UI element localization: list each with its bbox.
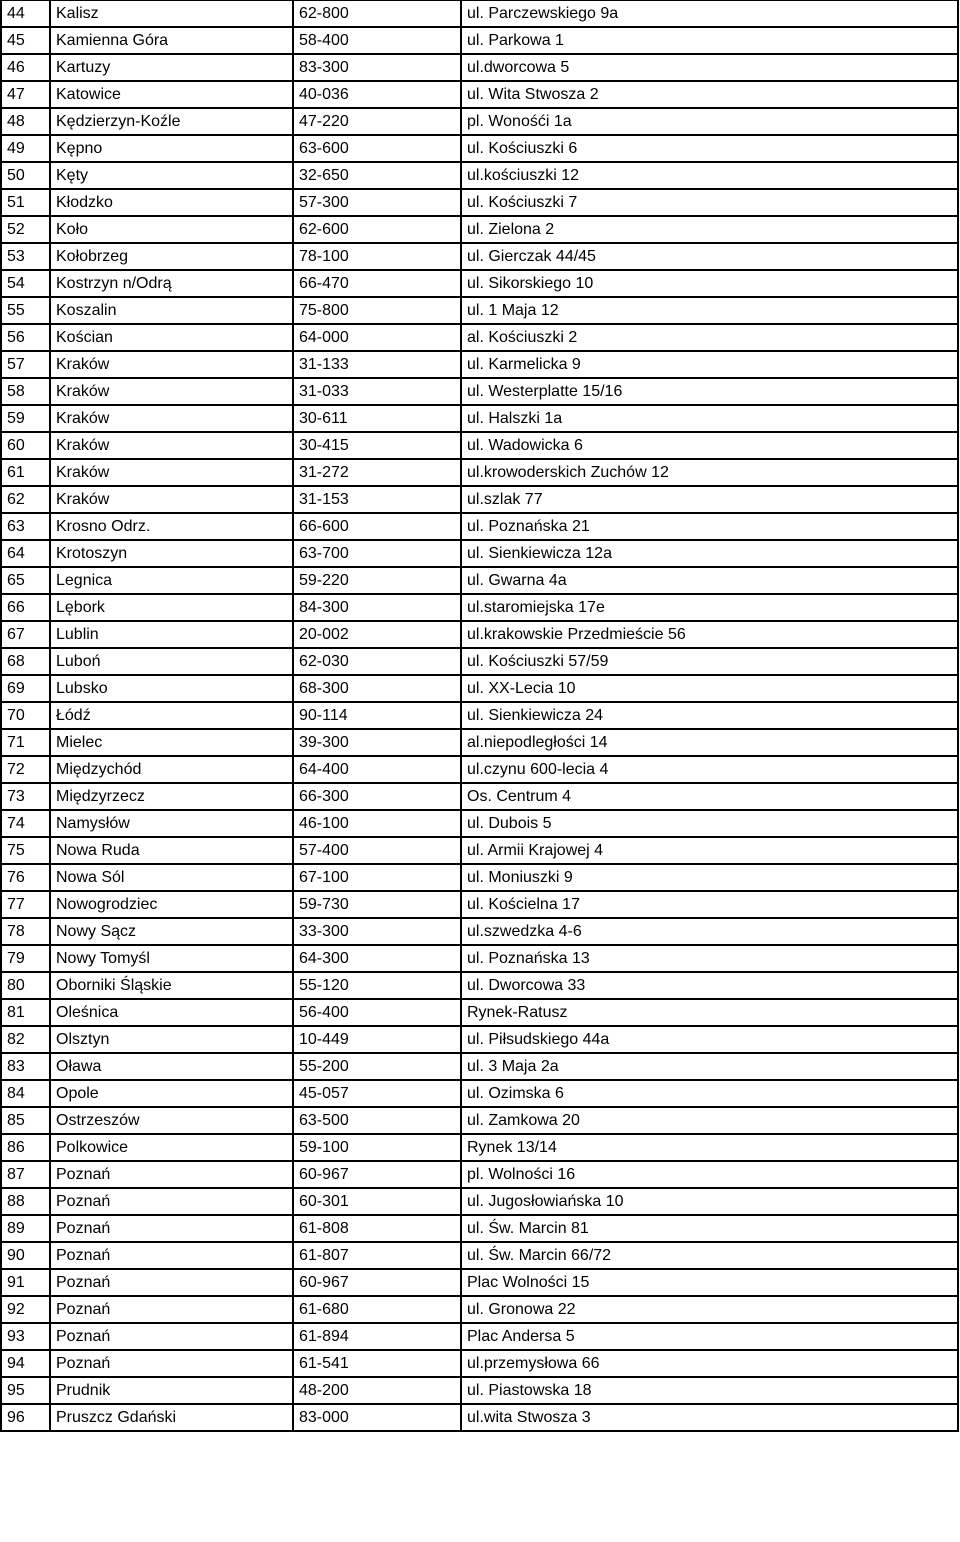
postal-code-cell: 63-600 (293, 135, 461, 162)
postal-code-cell: 39-300 (293, 729, 461, 756)
table-row (1, 135, 958, 162)
postal-code-cell: 33-300 (293, 918, 461, 945)
row-number-cell: 79 (1, 945, 50, 972)
row-number-cell: 82 (1, 1026, 50, 1053)
postal-code-cell: 63-500 (293, 1107, 461, 1134)
table-row (1, 540, 958, 567)
postal-code-cell: 83-000 (293, 1404, 461, 1431)
row-number-cell: 62 (1, 486, 50, 513)
city-cell: Namysłów (50, 810, 293, 837)
table-row (1, 216, 958, 243)
city-cell: Kalisz (50, 1, 293, 28)
table-row (1, 837, 958, 864)
city-cell: Kędzierzyn-Koźle (50, 108, 293, 135)
postal-code-cell: 30-611 (293, 405, 461, 432)
table-row (1, 945, 958, 972)
city-cell: Międzychód (50, 756, 293, 783)
street-address-cell: pl. Wonośći 1a (461, 108, 958, 135)
street-address-cell: pl. Wolności 16 (461, 1161, 958, 1188)
row-number-cell: 89 (1, 1215, 50, 1242)
row-number-cell: 96 (1, 1404, 50, 1431)
city-cell: Kartuzy (50, 54, 293, 81)
row-number-cell: 85 (1, 1107, 50, 1134)
city-cell: Prudnik (50, 1377, 293, 1404)
postal-code-cell: 61-807 (293, 1242, 461, 1269)
row-number-cell: 67 (1, 621, 50, 648)
city-cell: Kraków (50, 378, 293, 405)
table-row (1, 108, 958, 135)
city-cell: Poznań (50, 1269, 293, 1296)
street-address-cell: al. Kościuszki 2 (461, 324, 958, 351)
city-cell: Nowa Ruda (50, 837, 293, 864)
street-address-cell: ul.dworcowa 5 (461, 54, 958, 81)
street-address-cell: ul.kościuszki 12 (461, 162, 958, 189)
city-cell: Kostrzyn n/Odrą (50, 270, 293, 297)
postal-code-cell: 57-300 (293, 189, 461, 216)
postal-code-cell: 59-100 (293, 1134, 461, 1161)
city-cell: Oława (50, 1053, 293, 1080)
row-number-cell: 58 (1, 378, 50, 405)
table-row (1, 486, 958, 513)
table-row (1, 1404, 958, 1431)
table-row (1, 27, 958, 54)
postal-code-cell: 58-400 (293, 27, 461, 54)
table-row (1, 324, 958, 351)
table-row (1, 621, 958, 648)
row-number-cell: 88 (1, 1188, 50, 1215)
table-row (1, 459, 958, 486)
postal-code-cell: 84-300 (293, 594, 461, 621)
table-row (1, 243, 958, 270)
postal-code-cell: 31-153 (293, 486, 461, 513)
city-cell: Oleśnica (50, 999, 293, 1026)
postal-code-cell: 55-120 (293, 972, 461, 999)
row-number-cell: 75 (1, 837, 50, 864)
postal-code-cell: 68-300 (293, 675, 461, 702)
row-number-cell: 54 (1, 270, 50, 297)
table-row (1, 1350, 958, 1377)
row-number-cell: 49 (1, 135, 50, 162)
street-address-cell: ul. 1 Maja 12 (461, 297, 958, 324)
city-cell: Poznań (50, 1350, 293, 1377)
street-address-cell: ul. Gierczak 44/45 (461, 243, 958, 270)
postal-code-cell: 32-650 (293, 162, 461, 189)
city-cell: Koszalin (50, 297, 293, 324)
city-cell: Legnica (50, 567, 293, 594)
row-number-cell: 57 (1, 351, 50, 378)
table-row (1, 594, 958, 621)
table-row (1, 972, 958, 999)
street-address-cell: ul. Gronowa 22 (461, 1296, 958, 1323)
table-row (1, 405, 958, 432)
row-number-cell: 84 (1, 1080, 50, 1107)
table-row (1, 1242, 958, 1269)
street-address-cell: ul. Kościuszki 6 (461, 135, 958, 162)
row-number-cell: 94 (1, 1350, 50, 1377)
street-address-cell: ul. Ozimska 6 (461, 1080, 958, 1107)
city-cell: Koło (50, 216, 293, 243)
row-number-cell: 55 (1, 297, 50, 324)
street-address-cell: ul. Zamkowa 20 (461, 1107, 958, 1134)
row-number-cell: 78 (1, 918, 50, 945)
row-number-cell: 86 (1, 1134, 50, 1161)
street-address-cell: ul. Kościelna 17 (461, 891, 958, 918)
street-address-cell: ul.szlak 77 (461, 486, 958, 513)
postal-code-cell: 61-808 (293, 1215, 461, 1242)
postal-code-cell: 31-272 (293, 459, 461, 486)
street-address-cell: ul. Zielona 2 (461, 216, 958, 243)
city-cell: Kościan (50, 324, 293, 351)
table-row (1, 432, 958, 459)
table-row (1, 729, 958, 756)
table-row (1, 1323, 958, 1350)
table-row (1, 810, 958, 837)
city-cell: Poznań (50, 1296, 293, 1323)
table-row (1, 756, 958, 783)
table-row (1, 918, 958, 945)
city-cell: Pruszcz Gdański (50, 1404, 293, 1431)
city-cell: Krosno Odrz. (50, 513, 293, 540)
postal-code-cell: 64-000 (293, 324, 461, 351)
street-address-cell: ul. XX-Lecia 10 (461, 675, 958, 702)
table-row (1, 1161, 958, 1188)
city-cell: Kraków (50, 486, 293, 513)
row-number-cell: 59 (1, 405, 50, 432)
street-address-cell: ul. Poznańska 21 (461, 513, 958, 540)
street-address-cell: ul. Poznańska 13 (461, 945, 958, 972)
postal-code-cell: 31-133 (293, 351, 461, 378)
row-number-cell: 73 (1, 783, 50, 810)
table-row (1, 1269, 958, 1296)
row-number-cell: 53 (1, 243, 50, 270)
city-cell: Polkowice (50, 1134, 293, 1161)
postal-code-cell: 61-894 (293, 1323, 461, 1350)
row-number-cell: 45 (1, 27, 50, 54)
city-cell: Poznań (50, 1188, 293, 1215)
city-cell: Ostrzeszów (50, 1107, 293, 1134)
street-address-cell: ul. Św. Marcin 66/72 (461, 1242, 958, 1269)
postal-code-cell: 56-400 (293, 999, 461, 1026)
city-cell: Opole (50, 1080, 293, 1107)
street-address-cell: ul. Moniuszki 9 (461, 864, 958, 891)
row-number-cell: 74 (1, 810, 50, 837)
table-row (1, 1296, 958, 1323)
postal-code-cell: 57-400 (293, 837, 461, 864)
street-address-cell: ul. Kościuszki 57/59 (461, 648, 958, 675)
postal-code-cell: 59-220 (293, 567, 461, 594)
city-cell: Poznań (50, 1242, 293, 1269)
row-number-cell: 44 (1, 1, 50, 28)
row-number-cell: 69 (1, 675, 50, 702)
street-address-cell: ul. Parkowa 1 (461, 27, 958, 54)
row-number-cell: 93 (1, 1323, 50, 1350)
city-cell: Nowa Sól (50, 864, 293, 891)
street-address-cell: al.niepodległości 14 (461, 729, 958, 756)
row-number-cell: 72 (1, 756, 50, 783)
street-address-cell: ul. Sienkiewicza 12a (461, 540, 958, 567)
street-address-cell: ul. Gwarna 4a (461, 567, 958, 594)
row-number-cell: 61 (1, 459, 50, 486)
postal-code-cell: 67-100 (293, 864, 461, 891)
street-address-cell: ul. Wita Stwosza 2 (461, 81, 958, 108)
street-address-cell: Os. Centrum 4 (461, 783, 958, 810)
table-row (1, 864, 958, 891)
postal-code-cell: 66-300 (293, 783, 461, 810)
table-row (1, 1026, 958, 1053)
street-address-cell: ul. Kościuszki 7 (461, 189, 958, 216)
postal-code-cell: 75-800 (293, 297, 461, 324)
table-row (1, 1107, 958, 1134)
row-number-cell: 65 (1, 567, 50, 594)
row-number-cell: 46 (1, 54, 50, 81)
row-number-cell: 92 (1, 1296, 50, 1323)
city-cell: Nowogrodziec (50, 891, 293, 918)
city-cell: Kępno (50, 135, 293, 162)
street-address-cell: Rynek-Ratusz (461, 999, 958, 1026)
city-cell: Nowy Tomyśl (50, 945, 293, 972)
postal-code-cell: 61-680 (293, 1296, 461, 1323)
postal-code-cell: 64-400 (293, 756, 461, 783)
table-row (1, 648, 958, 675)
city-cell: Poznań (50, 1323, 293, 1350)
street-address-cell: ul. Piastowska 18 (461, 1377, 958, 1404)
street-address-cell: ul. Jugosłowiańska 10 (461, 1188, 958, 1215)
street-address-cell: ul. Wadowicka 6 (461, 432, 958, 459)
street-address-cell: ul. Św. Marcin 81 (461, 1215, 958, 1242)
city-cell: Nowy Sącz (50, 918, 293, 945)
postal-code-cell: 60-301 (293, 1188, 461, 1215)
row-number-cell: 90 (1, 1242, 50, 1269)
table-row (1, 297, 958, 324)
table-row (1, 351, 958, 378)
postal-code-cell: 62-600 (293, 216, 461, 243)
row-number-cell: 50 (1, 162, 50, 189)
table-row (1, 1, 958, 28)
table-row (1, 891, 958, 918)
city-cell: Poznań (50, 1161, 293, 1188)
city-cell: Oborniki Śląskie (50, 972, 293, 999)
row-number-cell: 63 (1, 513, 50, 540)
postal-code-cell: 62-800 (293, 1, 461, 28)
row-number-cell: 87 (1, 1161, 50, 1188)
city-cell: Lubsko (50, 675, 293, 702)
street-address-cell: ul.przemysłowa 66 (461, 1350, 958, 1377)
table-row (1, 189, 958, 216)
city-cell: Kraków (50, 459, 293, 486)
city-cell: Kraków (50, 432, 293, 459)
street-address-cell: ul. Dubois 5 (461, 810, 958, 837)
row-number-cell: 64 (1, 540, 50, 567)
street-address-cell: ul.czynu 600-lecia 4 (461, 756, 958, 783)
postal-code-cell: 64-300 (293, 945, 461, 972)
postal-code-cell: 63-700 (293, 540, 461, 567)
row-number-cell: 95 (1, 1377, 50, 1404)
row-number-cell: 51 (1, 189, 50, 216)
postal-code-cell: 78-100 (293, 243, 461, 270)
city-cell: Kęty (50, 162, 293, 189)
street-address-cell: ul. Piłsudskiego 44a (461, 1026, 958, 1053)
postal-code-cell: 83-300 (293, 54, 461, 81)
table-row (1, 1188, 958, 1215)
street-address-cell: ul.krakowskie Przedmieście 56 (461, 621, 958, 648)
postal-code-cell: 45-057 (293, 1080, 461, 1107)
row-number-cell: 70 (1, 702, 50, 729)
street-address-cell: ul. Parczewskiego 9a (461, 1, 958, 28)
row-number-cell: 81 (1, 999, 50, 1026)
street-address-cell: Plac Andersa 5 (461, 1323, 958, 1350)
postal-code-cell: 40-036 (293, 81, 461, 108)
street-address-cell: Rynek 13/14 (461, 1134, 958, 1161)
city-cell: Poznań (50, 1215, 293, 1242)
row-number-cell: 71 (1, 729, 50, 756)
street-address-cell: ul. 3 Maja 2a (461, 1053, 958, 1080)
row-number-cell: 60 (1, 432, 50, 459)
row-number-cell: 91 (1, 1269, 50, 1296)
table-row (1, 1215, 958, 1242)
street-address-cell: ul.staromiejska 17e (461, 594, 958, 621)
street-address-cell: ul.krowoderskich Zuchów 12 (461, 459, 958, 486)
street-address-cell: ul.wita Stwosza 3 (461, 1404, 958, 1431)
street-address-cell: ul. Sienkiewicza 24 (461, 702, 958, 729)
postal-code-cell: 60-967 (293, 1161, 461, 1188)
city-cell: Olsztyn (50, 1026, 293, 1053)
city-cell: Katowice (50, 81, 293, 108)
table-row (1, 162, 958, 189)
table-row (1, 567, 958, 594)
city-cell: Kłodzko (50, 189, 293, 216)
table-row (1, 81, 958, 108)
street-address-cell: ul. Sikorskiego 10 (461, 270, 958, 297)
postal-code-cell: 62-030 (293, 648, 461, 675)
postal-code-cell: 59-730 (293, 891, 461, 918)
table-row (1, 1080, 958, 1107)
postal-code-cell: 48-200 (293, 1377, 461, 1404)
city-cell: Kołobrzeg (50, 243, 293, 270)
city-cell: Lublin (50, 621, 293, 648)
table-row (1, 513, 958, 540)
table-row (1, 1377, 958, 1404)
city-cell: Lębork (50, 594, 293, 621)
city-cell: Międzyrzecz (50, 783, 293, 810)
row-number-cell: 48 (1, 108, 50, 135)
postal-code-cell: 66-470 (293, 270, 461, 297)
table-row (1, 999, 958, 1026)
street-address-cell: ul. Dworcowa 33 (461, 972, 958, 999)
postal-code-cell: 60-967 (293, 1269, 461, 1296)
postal-code-cell: 46-100 (293, 810, 461, 837)
table-row (1, 54, 958, 81)
address-table-body (1, 1, 958, 1432)
street-address-cell: ul. Westerplatte 15/16 (461, 378, 958, 405)
row-number-cell: 83 (1, 1053, 50, 1080)
postal-code-cell: 61-541 (293, 1350, 461, 1377)
street-address-cell: Plac Wolności 15 (461, 1269, 958, 1296)
row-number-cell: 52 (1, 216, 50, 243)
postal-code-cell: 55-200 (293, 1053, 461, 1080)
city-cell: Luboń (50, 648, 293, 675)
postal-code-cell: 47-220 (293, 108, 461, 135)
postal-code-cell: 31-033 (293, 378, 461, 405)
row-number-cell: 56 (1, 324, 50, 351)
row-number-cell: 47 (1, 81, 50, 108)
city-cell: Kamienna Góra (50, 27, 293, 54)
street-address-cell: ul. Armii Krajowej 4 (461, 837, 958, 864)
table-row (1, 702, 958, 729)
table-row (1, 378, 958, 405)
city-cell: Krotoszyn (50, 540, 293, 567)
table-row (1, 783, 958, 810)
row-number-cell: 77 (1, 891, 50, 918)
street-address-cell: ul.szwedzka 4-6 (461, 918, 958, 945)
table-row (1, 1134, 958, 1161)
row-number-cell: 80 (1, 972, 50, 999)
city-cell: Mielec (50, 729, 293, 756)
table-row (1, 270, 958, 297)
city-cell: Kraków (50, 405, 293, 432)
street-address-cell: ul. Karmelicka 9 (461, 351, 958, 378)
row-number-cell: 76 (1, 864, 50, 891)
city-cell: Kraków (50, 351, 293, 378)
postal-code-cell: 30-415 (293, 432, 461, 459)
city-cell: Łódź (50, 702, 293, 729)
postal-code-cell: 10-449 (293, 1026, 461, 1053)
postal-code-cell: 90-114 (293, 702, 461, 729)
table-row (1, 1053, 958, 1080)
postal-code-cell: 20-002 (293, 621, 461, 648)
table-row (1, 675, 958, 702)
postal-code-cell: 66-600 (293, 513, 461, 540)
row-number-cell: 66 (1, 594, 50, 621)
street-address-cell: ul. Halszki 1a (461, 405, 958, 432)
row-number-cell: 68 (1, 648, 50, 675)
